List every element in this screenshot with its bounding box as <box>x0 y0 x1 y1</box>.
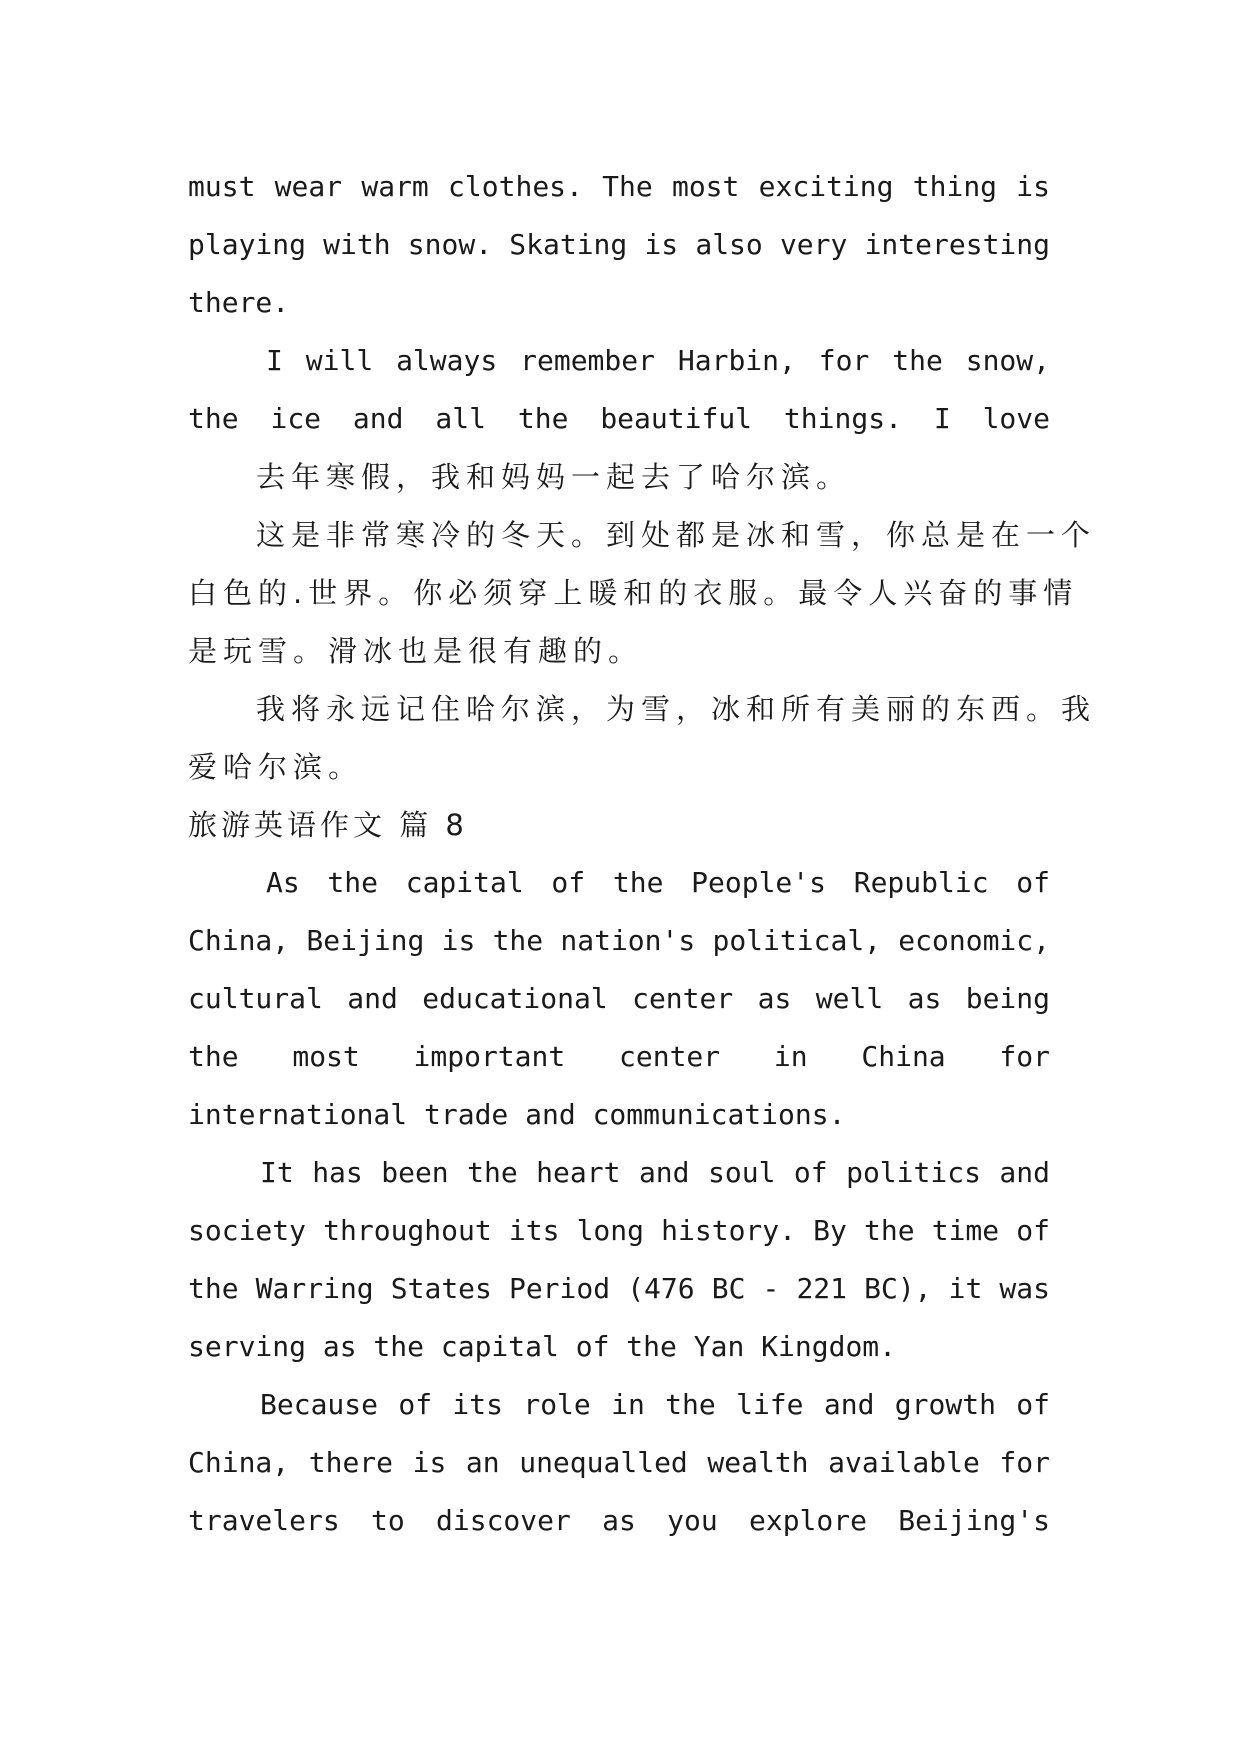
text-line: Because of its role in the life and growth of <box>260 1388 1050 1421</box>
text-line: international trade and communications. <box>188 1098 846 1131</box>
document-body <box>188 158 1097 1550</box>
paragraph-harbin-clothes <box>188 158 1050 332</box>
text-line: 爱哈尔滨。 <box>188 750 364 784</box>
text-line: As the capital of the People's Republic of <box>266 866 1050 899</box>
text-line: cultural and educational center as well as being <box>188 982 1050 1015</box>
paragraph-beijing-role <box>188 1376 1050 1550</box>
text-line: 是玩雪。滑冰也是很有趣的。 <box>188 634 644 668</box>
text-line: China, there is an unequalled wealth available for <box>188 1446 1050 1479</box>
text-line: 这是非常寒冷的冬天。到处都是冰和雪，你总是在一个 <box>256 518 1097 552</box>
text-line: the ice and all the beautiful things. I love <box>188 402 1050 435</box>
text-line: serving as the capital of the Yan Kingdom. <box>188 1330 897 1363</box>
paragraph-harbin-remember <box>188 332 1050 448</box>
text-line: 去年寒假，我和妈妈一起去了哈尔滨。 <box>256 460 852 494</box>
text-line: 白色的.世界。你必须穿上暖和的衣服。最令人兴奋的事情 <box>188 576 1079 610</box>
text-line: the Warring States Period (476 BC - 221 BC), it was <box>188 1272 1050 1305</box>
text-line: society throughout its long history. By the time of <box>188 1214 1050 1247</box>
paragraph-zh-winter-holiday <box>188 448 1050 506</box>
text-line: 我将永远记住哈尔滨，为雪，冰和所有美丽的东西。我 <box>256 692 1097 726</box>
text-line: I will always remember Harbin, for the snow, <box>266 344 1050 377</box>
text-line: China, Beijing is the nation's political, economic, <box>188 924 1050 957</box>
paragraph-beijing-capital <box>188 854 1050 1144</box>
text-line: playing with snow. Skating is also very interesting <box>188 228 1050 261</box>
text-line: there. <box>188 286 290 319</box>
paragraph-zh-cold-winter <box>188 506 1097 680</box>
text-line: the most important center in China for <box>188 1040 1050 1073</box>
paragraph-beijing-history <box>188 1144 1050 1376</box>
section-title: 旅游英语作文 篇 8 <box>188 808 468 842</box>
section-heading <box>188 796 1050 854</box>
text-line: must wear warm clothes. The most exciting thing is <box>188 170 1050 203</box>
text-line: travelers to discover as you explore Beijing's <box>188 1504 1050 1537</box>
paragraph-zh-remember <box>188 680 1097 796</box>
text-line: It has been the heart and soul of politics and <box>260 1156 1050 1189</box>
